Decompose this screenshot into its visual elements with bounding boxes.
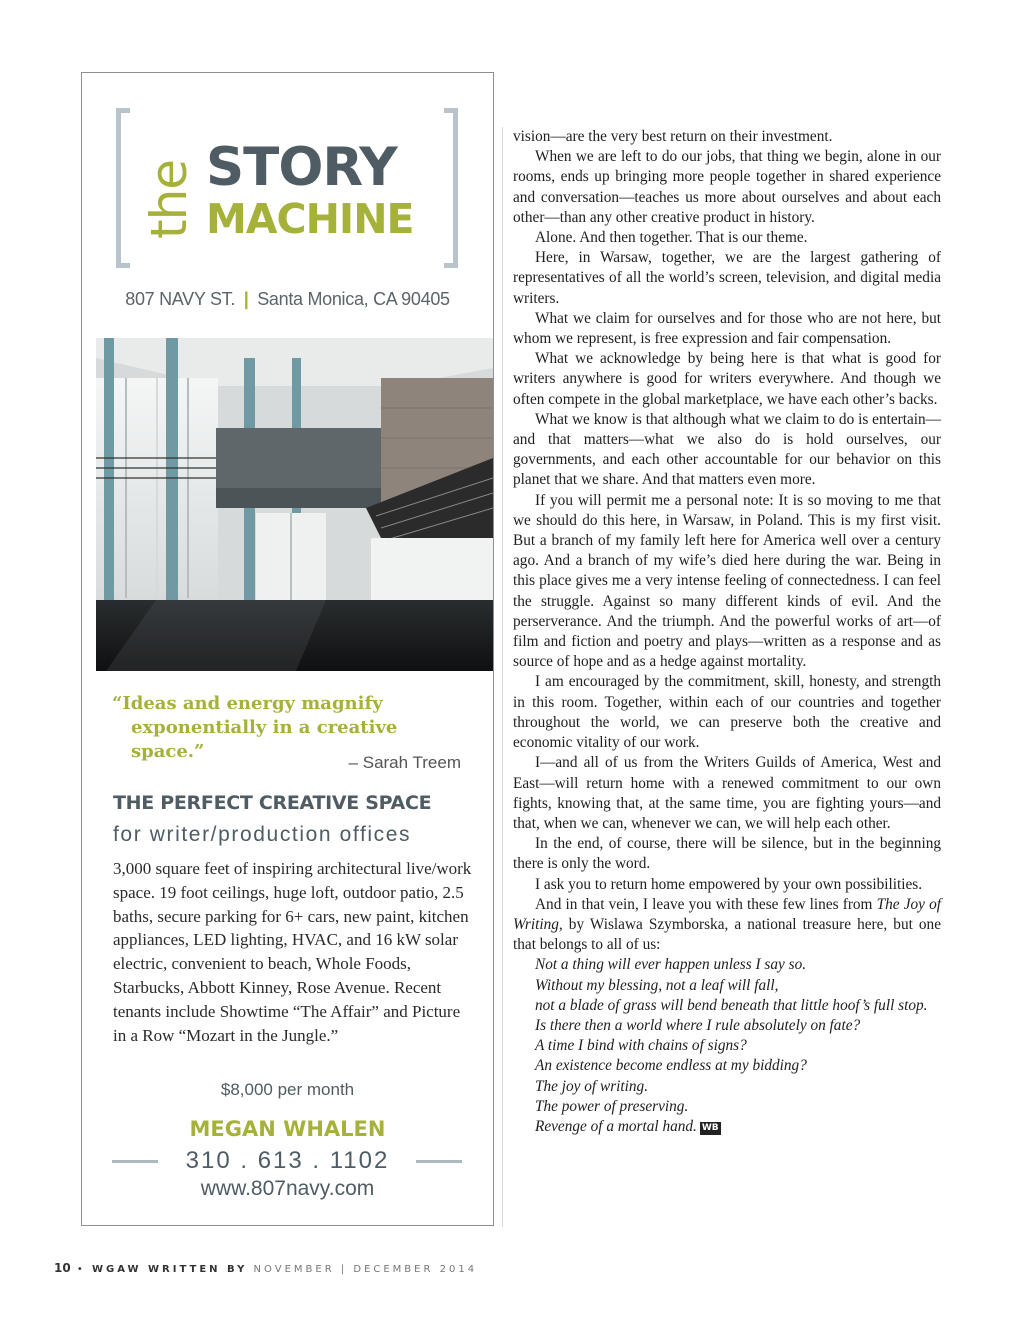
publication-name: WGAW WRITTEN BY (91, 1264, 248, 1275)
closing-intro-before: And in that vein, I leave you with these few lines from (535, 895, 877, 913)
poem-excerpt (513, 955, 941, 1137)
poem-line: Revenge of a mortal hand. (535, 1117, 697, 1135)
phone-rule-right (416, 1160, 462, 1163)
ad-heading: THE PERFECT CREATIVE SPACE (113, 792, 432, 814)
article-text (513, 127, 941, 1137)
quote-author: – Sarah Treem (348, 753, 461, 772)
address-street: 807 NAVY ST. (125, 289, 236, 309)
logo-word-the: the (140, 159, 198, 239)
poem-line: Without my blessing, not a leaf will fall, (535, 976, 779, 994)
left-bracket (116, 108, 130, 268)
poem-line: Not a thing will ever happen unless I say so. (535, 956, 807, 974)
article-paragraph: Here, in Warsaw, together, we are the largest gathering of representatives of all the world’s screen, television, and digital media writers. (513, 249, 941, 307)
footer-bullet: • (76, 1264, 86, 1275)
right-bracket (444, 108, 458, 268)
column-divider (502, 127, 503, 1227)
rental-price: $8,000 per month (220, 1080, 355, 1099)
address-separator: | (243, 289, 249, 309)
article-paragraph: When we are left to do our jobs, that thing we begin, alone in our rooms, ends up bringing more people together in shared experience and conversation—teaches us more about ourselves and about each other—than any other creative product in history. (513, 148, 941, 226)
article-paragraph: I ask you to return home empowered by your own possibilities. (535, 875, 923, 893)
ad-website: www.807navy.com (200, 1177, 375, 1200)
quote-line-2: exponentially in a creative space.” (131, 717, 398, 762)
ad-subheading: for writer/production offices (113, 823, 412, 846)
poem-line: The joy of writing. (535, 1077, 649, 1095)
ad-address (82, 289, 493, 310)
real-estate-ad (81, 72, 494, 1226)
agent-name: MEGAN WHALEN (189, 1117, 386, 1141)
article-paragraph: vision—are the very best return on their investment. (513, 128, 833, 145)
poem-line: not a blade of grass will bend beneath that little hoof’s full stop. (535, 996, 928, 1014)
poem-last-line (535, 1117, 941, 1137)
article-paragraph: What we claim for ourselves and for those who are not here, but whom we represent, is free expression and fair compensation. (513, 309, 941, 348)
logo-word-story: STORY (206, 137, 397, 198)
agent-phone: 310 . 613 . 1102 (185, 1147, 390, 1174)
poem-line: Is there then a world where I rule absolutely on fate? (535, 1016, 861, 1034)
article-paragraph: If you will permit me a personal note: It is so moving to me that we should do this here, in Warsaw, in Poland. This is my first visit. But a branch of my family left here for America well over a century ago. And a branch of my wife’s died here during the war. Being in this place gives me a very intense feeling of connectedness. I can feel the struggle. Against so many different kinds of evil. And the perserverance. And the triumph. And the powerful works of art—of film and fiction and poetry and plays—written as a response and as source of hope and as a hedge against mortality. (513, 491, 941, 671)
article-paragraph: I—and all of us from the Writers Guilds of America, West and East—will return home with a renewed commitment to our own fights, knowing that, at the same time, you are fighting yours—and that, when we can, whenever we can, we will help each other. (513, 754, 941, 832)
loft-interior-illustration (96, 338, 493, 671)
logo-word-machine: MACHINE (206, 195, 414, 243)
page-number: 10 (54, 1261, 71, 1275)
poem-line: A time I bind with chains of signs? (535, 1037, 747, 1055)
closing-intro-paragraph (513, 895, 941, 956)
page-footer (54, 1261, 477, 1275)
poem-line: An existence become endless at my bidding? (535, 1057, 807, 1075)
article-paragraph: Alone. And then together. That is our theme. (535, 229, 808, 247)
closing-intro-after: by Wislawa Szymborska, a national treasure here, but one that belongs to all of us: (513, 915, 941, 954)
address-city: Santa Monica, CA 90405 (257, 289, 450, 309)
article-paragraph: What we acknowledge by being here is that what is good for writers anywhere is good for writers everywhere. And though we often compete in the global marketplace, we have each other’s backs. (513, 350, 941, 408)
poem-title: The Joy of Writing, (513, 895, 941, 933)
ad-description: 3,000 square feet of inspiring architectural live/work space. 19 foot ceilings, huge loft, outdoor patio, 2.5 baths, secure parking for 6+ cars, new paint, kitchen appliances, LED lighting, HVAC, and 16 kW solar electric, convenient to beach, Whole Foods, Starbucks, Abbott Kinney, Rose Avenue. Recent tenants include Showtime “The Affair” and Picture in a Row “Mozart in the Jungle.” (113, 859, 472, 1045)
article-paragraph: In the end, of course, there will be silence, but in the beginning there is only the word. (513, 835, 941, 873)
article-paragraph: What we know is that although what we claim to do is entertain—and that matters—what we also do is hold ourselves, our governments, and each other accountable for our behavior on this planet that we share. And that matters even more. (513, 410, 941, 489)
issue-date: NOVEMBER | DECEMBER 2014 (253, 1264, 478, 1275)
wb-end-mark-icon: WB (701, 1122, 719, 1133)
article-paragraph: I am encouraged by the commitment, skill, honesty, and strength in this room. Together, within each of our countries and together throughout the world, we can preserve both the creative and economic vitality of our work. (513, 673, 941, 752)
loft-interior-photo (96, 338, 493, 671)
story-machine-logo (82, 73, 493, 338)
poem-line: The power of preserving. (535, 1097, 689, 1115)
quote-line-1: “Ideas and energy magnify (112, 693, 383, 714)
